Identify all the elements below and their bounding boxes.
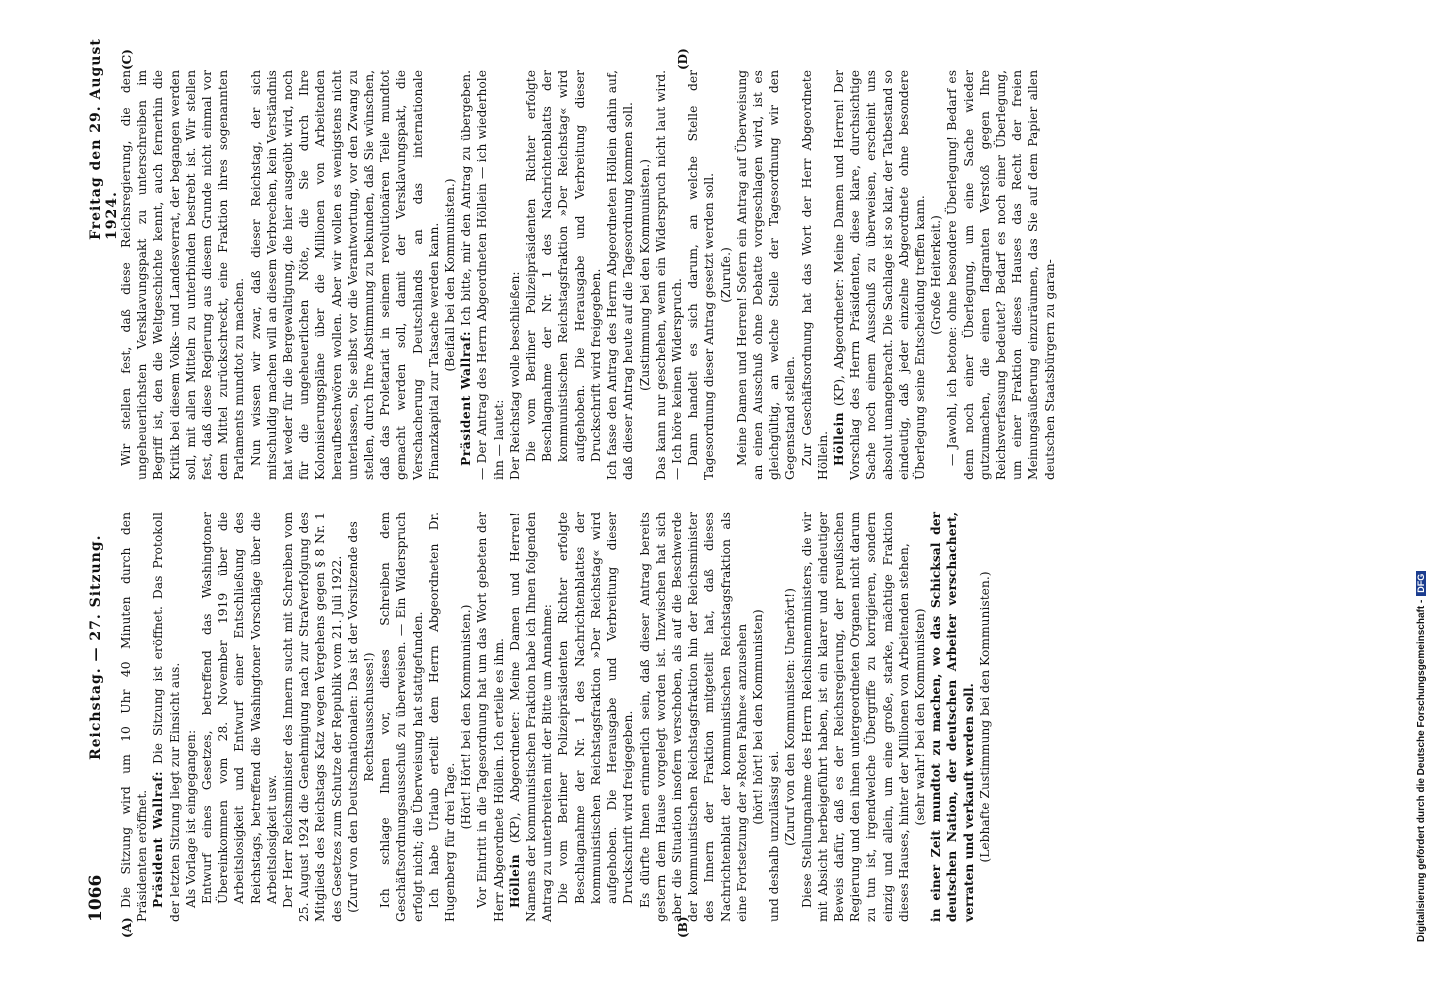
paragraph-text: (sehr wahr! bei den Kommunisten) — [912, 608, 927, 826]
paragraph — [799, 512, 912, 922]
paragraph — [928, 512, 977, 922]
paragraph-text: Nun wissen wir zwar, daß dieser Reichstag, der sich mitschuldig machen will an diesem Verbrechen, kein Verständnis hat weder für die Bergewaltigung, die hier ausgeübt wird, noch für die ungeheuerlichen Nöte, die Sie durch Ihre Kolonisierungspläne über die Millionen von Arbeitenden heraufbeschwören wollen. Aber wir wollen es wenigstens nicht unterlassen, Sie selbst vor die Verantwortung, vor den Zwang zu stellen, durch Ihre Abstimmung zu bekunden, daß Sie wünschen, daß das Proletariat in seinem revolutionären Teile mundtot gemacht werden soll, damit der Versklavungspakt, die Verschacherung Deutschlands an das internationale Finanzkapital zur Tatsache werden kann. — [248, 70, 441, 480]
paragraph — [507, 70, 523, 480]
paragraph — [458, 512, 474, 922]
paragraph-text: in einer Zeit mundtot zu machen, wo das Schicksal der deutschen Nation, der deutschen Arbeiter verschachert, verraten und verkauft werden soll. — [928, 512, 976, 922]
paragraph-text: (Zuruf von den Deutschnationalen: Das ist der Vorsitzende des Rechtsausschusses!) — [345, 521, 377, 913]
paragraph-text: Meine Damen und Herren! Sofern ein Antrag auf Überweisung an einen Ausschuß ohne Debatte vorgeschlagen wird, ist es gleichgültig, an welche Stelle der Tagesordnung wir den Gegenstand stellen. — [734, 70, 798, 480]
paragraph — [442, 70, 458, 480]
paragraph-text: Die Sitzung wird um 10 Uhr 40 Minuten durch den Präsidenten eröffnet. — [119, 512, 150, 922]
paragraph — [750, 512, 766, 922]
paragraph-text: Ich bitte, mir den Antrag zu übergeben. — Der Antrag des Herrn Abgeordneten Höllein — ich wiederhole ihn — lautet: — [459, 70, 506, 480]
paragraph — [653, 70, 685, 480]
paragraph — [912, 512, 928, 922]
paragraph — [555, 512, 636, 922]
paragraph-text: Vor Eintritt in die Tagesordnung hat um das Wort gebeten der Herr Abgeordnete Höllein. Ich erteile es ihm. — [475, 512, 506, 922]
paragraph — [685, 70, 717, 480]
paragraph-text: Diese Stellungnahme des Herrn Reichsinnenministers, die wir mit Absicht herbeigeführt haben, ist ein klarer und eindeutiger Beweis dafür, daß es der Reichsregierung, der preußischen Regierung und den ihnen untergeordneten Organen nicht darum zu tun ist, irgendwelche Übergriffe zu korrigieren, sondern einzig und allein, um eine große, starke, mächtige Fraktion dieses Hauses, hinter der Millionen von Arbeitenden stehen, — [799, 512, 911, 922]
document-content — [78, 0, 1358, 1000]
paragraph — [183, 512, 199, 922]
margin-marker-c: (C) — [120, 49, 134, 70]
paragraph — [458, 70, 507, 480]
right-text-column — [118, 70, 1058, 480]
margin-marker-d: (D) — [676, 48, 690, 70]
paragraph-text: (Hört! Hört! bei den Kommunisten.) — [459, 604, 474, 830]
paragraph — [734, 70, 799, 480]
paragraph-text: (Große Heiterkeit.) — [929, 215, 944, 335]
paragraph — [426, 512, 458, 922]
paragraph-text: Es dürfte Ihnen erinnerlich sein, daß dieser Antrag bereits gestern dem Hause vorgelegt worden ist. Inzwischen hat sich aber die Situation insofern verschoben, als auf die Beschwerde der kommunistischen Reichstagsfraktion hin der Reichsminister des Innern der Fraktion mitgeteilt hat, daß dieses Nachrichtenblatt der kommunistischen Reichstagsfraktion als eine Fortsetzung der »Roten Fahne« anzusehen — [637, 512, 749, 922]
paragraph — [637, 512, 750, 922]
paragraph — [377, 512, 426, 922]
paragraph — [523, 70, 604, 480]
paragraph-text: Wir stellen fest, daß diese Reichsregierung, die den ungeheuerlichsten Versklavungspakt zu unterschreiben im Begriff ist, den die Weltgeschichte kennt, auch fernerhin die Kritik bei diesem Volks- und Landesverrat, der begangen werden soll, mit allen Mitteln zu unterbinden bestrebt ist. Wir stellen fest, daß diese Regierung aus diesem Grunde nicht einmal vor dem Mittel zurückschreckt, eine Fraktion ihres sogenannten Parlaments mundtot zu machen. — [119, 70, 247, 480]
paragraph-text: (KP), Abgeordneter: Meine Damen und Herren! Namens der kommunistischen Fraktion habe ich Ihnen folgenden Antrag zu unterbreiten mit der Bitte um Annahme: — [507, 512, 555, 922]
digitization-sidebar — [1412, 0, 1434, 1000]
paragraph — [799, 70, 831, 480]
paragraph — [118, 70, 248, 480]
page-number: 1066 — [86, 874, 106, 922]
speaker-name: Präsident Wallraf: — [458, 330, 474, 466]
paragraph-text: (Lebhafte Zustimmung bei den Kommunisten.) — [977, 571, 992, 863]
paragraph-text: (Zuruf von den Kommunisten: Unerhört!) — [783, 588, 798, 846]
paragraph-text: Die vom Berliner Polizeipräsidenten Richter erfolgte Beschlagnahme der Nr. 1 des Nachrichtenblatts der kommunistischen Reichstagsfraktion »Der Reichstag« wird aufgehoben. Die Herausgabe und Verbreitung dieser Druckschrift wird freigegeben. — [524, 70, 603, 462]
paragraph — [766, 512, 782, 922]
paragraph — [831, 70, 928, 480]
paragraph-text: Der Reichstag wolle beschließen: — [507, 271, 522, 480]
paragraph — [507, 512, 556, 922]
speaker-name: Präsident Wallraf: — [150, 771, 166, 908]
margin-marker-b: (B) — [676, 916, 690, 938]
paragraph — [782, 512, 798, 922]
funding-notice-text: Digitalisierung gefördert durch die Deutsche Forschungsgemeinschaft - — [1416, 599, 1427, 942]
paragraph-text: (Beifall bei den Kommunisten.) — [443, 178, 458, 372]
left-text-column — [118, 512, 993, 922]
paragraph-text: (Zustimmung bei den Kommunisten.) — [637, 159, 652, 391]
paragraph-text: Ich fasse den Antrag des Herrn Abgeordneten Höllein dahin auf, daß dieser Antrag heute auf die Tagesordnung kommen soll. — [605, 70, 636, 480]
paragraph-text: Ich habe Urlaub erteilt dem Herrn Abgeordneten Dr. Hugenberg für drei Tage. — [426, 512, 458, 922]
paragraph — [718, 70, 734, 480]
paragraph — [280, 512, 345, 922]
speaker-name: Höllein — [830, 411, 846, 466]
header-session-title: Reichstag. — 27. Sitzung. — [88, 534, 104, 760]
paragraph-text: und deshalb unzulässig sei. — [767, 750, 782, 922]
paragraph-text: Die Sitzung ist eröffnet. Das Protokoll der letzten Sitzung liegt zur Einsicht aus. — [151, 512, 182, 922]
paragraph-text: (Zurufe.) — [718, 247, 733, 303]
paragraph-text: Der Herr Reichsminister des Innern sucht mit Schreiben vom 25. August 1924 die Genehmigung nach zur Strafverfolgung des Mitglieds des Reichstags Katz wegen Vergehens gegen § 8 Nr. 1 des Gesetzes zum Schutze der Republik vom 21. Juli 1922. — [281, 512, 344, 922]
paragraph — [944, 70, 1057, 480]
paragraph-text: — Jawohl, ich betone: ohne besondere Überlegung! Bedarf es denn noch einer Überlegung, um eine Sache wieder gutzumachen, die einen flagranten Verstoß gegen Ihre Reichsverfassung bedeutet? Bedarf es noch einer Überlegung, um einer Fraktion dieses Hauses das Recht der freien Meinungsäußerung einzuräumen, das Sie auf dem Papier allen deutschen Staatsbürgern zu garan- — [945, 70, 1057, 480]
paragraph-text: (KP), Abgeordneter: Meine Damen und Herren! Der Vorschlag des Herrn Präsidenten, diese klare, durchsichtige Sache noch einem Ausschuß zu überweisen, erscheint uns absolut unangebracht. Die Sachlage ist so klar, der Tatbestand so eindeutig, daß jeder einzelne Abgeordnete ohne besondere Überlegung seine Entscheidung treffen kann. — [831, 70, 927, 480]
paragraph — [118, 512, 150, 922]
paragraph-text: Die vom Berliner Polizeipräsidenten Richter erfolgte Beschlagnahme der Nr. 1 des Nachrichtenblattes der kommunistischen Reichstagsfraktion »Der Reichstag« wird aufgehoben. Die Herausgabe und Verbreitung dieser Druckschrift wird freigegeben. — [556, 512, 636, 904]
paragraph — [977, 512, 993, 922]
paragraph — [474, 512, 506, 922]
paragraph-text: Als Vorlage ist eingegangen: — [183, 729, 198, 908]
margin-marker-a: (A) — [120, 917, 134, 938]
paragraph — [199, 512, 280, 922]
paragraph-text: Entwurf eines Gesetzes, betreffend das Washingtoner Übereinkommen vom 28. November 1919 über die Arbeitslosigkeit und Entwurf einer Entschließung des Reichstags, betreffend die Washingtoner Vorschläge über die Arbeitslosigkeit usw. — [200, 512, 279, 904]
speaker-name: Höllein — [506, 853, 522, 908]
paragraph-text: Ich schlage Ihnen vor, dieses Schreiben dem Geschäftsordnungsausschuß zu überweisen. — Ein Widerspruch erfolgt nicht; die Überweisung hat stattgefunden. — [378, 512, 425, 922]
paragraph-text: Dann handelt es sich darum, an welche Stelle der Tagesordnung dieser Antrag gesetzt werden soll. — [686, 70, 717, 480]
paragraph — [928, 70, 944, 480]
dfg-logo: DFG — [1416, 571, 1426, 596]
funding-notice — [1416, 0, 1432, 1000]
paragraph-text: Das kann nur geschehen, wenn ein Widerspruch nicht laut wird. — Ich höre keinen Widerspruch. — [653, 70, 684, 480]
paragraph — [604, 70, 636, 480]
paragraph — [150, 512, 182, 922]
page-header — [78, 0, 120, 1000]
header-date: Freitag den 29. August 1924. — [88, 38, 120, 240]
paragraph-text: (hört! hört! bei den Kommunisten) — [750, 609, 765, 825]
paragraph-text: Zur Geschäftsordnung hat das Wort der Herr Abgeordnete Höllein. — [799, 70, 830, 480]
paragraph — [637, 70, 653, 480]
paragraph — [248, 70, 442, 480]
paragraph — [345, 512, 377, 922]
